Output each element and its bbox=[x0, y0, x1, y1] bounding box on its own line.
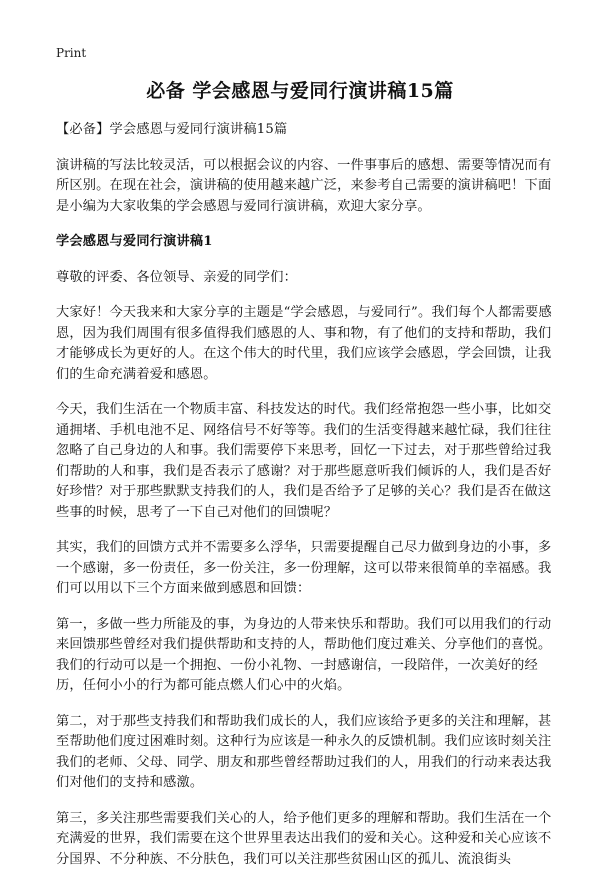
document-subtitle: 【必备】学会感恩与爱同行演讲稿15篇 bbox=[56, 122, 288, 137]
intro-paragraph: 演讲稿的写法比较灵活，可以根据会议的内容、一件事事后的感想、需要等情况而有所区别。在现在社会，演讲稿的使用越来越广泛，来参考自己需要的演讲稿吧！下面是小编为大家收集的学会感恩与爱同行演讲稿，欢迎大家分享。 bbox=[56, 157, 552, 214]
section-heading: 学会感恩与爱同行演讲稿1 bbox=[56, 234, 213, 249]
body-paragraph: 第二，对于那些支持我们和帮助我们成长的人，我们应该给予更多的关注和理解，甚至帮助他们度过困难时刻。这种行为应该是一种永久的反馈机制。我们应该时刻关注我们的老师、父母、同学、朋友和那些曾经帮助过我们的人，用我们的行动来表达我们对他们的支持和感激。 bbox=[56, 713, 552, 790]
body-paragraph: 大家好！今天我来和大家分享的主题是“学会感恩，与爱同行”。我们每个人都需要感恩，因为我们周围有很多值得我们感恩的人、事和物，有了他们的支持和帮助，我们才能够成长为更好的人。在这个伟大的时代里，我们应该学会感恩，学会回馈，让我们的生命充满着爱和感恩。 bbox=[56, 305, 552, 382]
document-title: 必备 学会感恩与爱同行演讲稿15篇 bbox=[146, 80, 454, 102]
body-paragraph: 其实，我们的回馈方式并不需要多么浮华，只需要提醒自己尽力做到身边的小事，多一个感谢，多一份责任，多一份关注，多一份理解，这可以带来很简单的幸福感。我们可以用以下三个方面来做到感恩和回馈： bbox=[56, 540, 552, 596]
body-paragraph: 第一，多做一些力所能及的事，为身边的人带来快乐和帮助。我们可以用我们的行动来回馈那些曾经对我们提供帮助和支持的人，帮助他们度过难关、分享他们的喜悦。我们的行动可以是一个拥抱、一份小礼物、一封感谢信，一段陪伴，一次美好的经历，任何小小的行为都可能点燃人们心中的火焰。 bbox=[56, 616, 552, 693]
body-paragraph: 今天，我们生活在一个物质丰富、科技发达的时代。我们经常抱怨一些小事，比如交通拥堵、手机电池不足、网络信号不好等等。我们的生活变得越来越忙碌，我们往往忽略了自己身边的人和事。我们需要停下来思考，回忆一下过去，对于那些曾给过我们帮助的人和事，我们是否表示了感谢？对于那些愿意听我们倾诉的人，我们是否好好珍惜？对于那些默默支持我们的人，我们是否给予了足够的关心？我们是否在做这些事的时候，思考了一下自己对他们的回馈呢？ bbox=[56, 402, 552, 520]
body-paragraph: 第三，多关注那些需要我们关心的人，给予他们更多的理解和帮助。我们生活在一个充满爱的世界，我们需要在这个世界里表达出我们的爱和关心。这种爱和关心应该不分国界、不分种族、不分肤色，我们可以关注那些贫困山区的孤儿、流浪街头 bbox=[56, 810, 552, 867]
document-body bbox=[56, 120, 556, 885]
print-link[interactable]: Print bbox=[56, 46, 87, 60]
greeting-line: 尊敬的评委、各位领导、亲爱的同学们： bbox=[56, 269, 297, 285]
